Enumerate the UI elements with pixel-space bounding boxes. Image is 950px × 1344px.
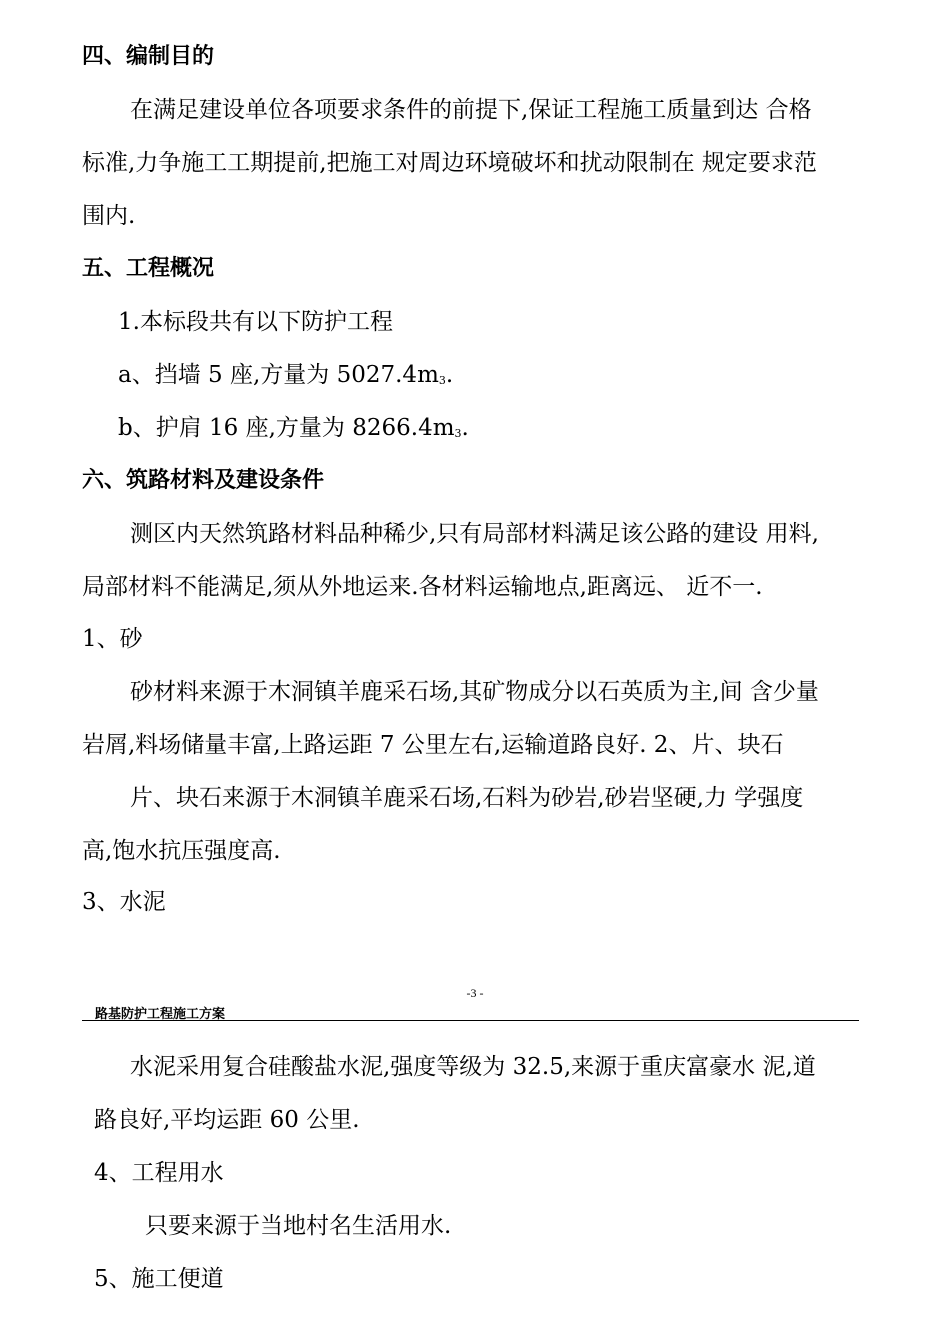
paragraph-line: 在满足建设单位各项要求条件的前提下,保证工程施工质量到达 合格 [130, 97, 812, 123]
paragraph-line: 高,饱水抗压强度高. [82, 838, 281, 864]
list-item-a-text: a、挡墙 5 座,方量为 5027.4m [118, 362, 439, 388]
paragraph-line: 局部材料不能满足,须从外地运来.各材料运输地点,距离远、 近不一. [82, 574, 763, 600]
list-item-b-end: . [461, 415, 469, 441]
section-heading-overview: 五、工程概况 [82, 256, 215, 281]
list-item-b [118, 413, 469, 449]
paragraph-line: 路良好,平均运距 60 公里. [94, 1107, 360, 1133]
subsection-heading: 1、砂 [82, 626, 143, 652]
list-item: 1.本标段共有以下防护工程 [118, 309, 393, 335]
subsection-heading: 3、水泥 [82, 889, 166, 915]
paragraph-line: 砂材料来源于木洞镇羊鹿采石场,其矿物成分以石英质为主,间 含少量 [130, 679, 819, 705]
list-item-a-end: . [445, 362, 454, 388]
paragraph-line: 只要来源于当地村名生活用水. [145, 1213, 452, 1239]
paragraph-line: 片、块石来源于木洞镇羊鹿采石场,石料为砂岩,砂岩坚硬,力 学强度 [130, 785, 804, 811]
list-item-a [118, 360, 453, 396]
section-heading-materials: 六、筑路材料及建设条件 [82, 468, 325, 493]
subsection-heading: 5、施工便道 [94, 1266, 224, 1292]
paragraph-line: 标准,力争施工工期提前,把施工对周边环境破坏和扰动限制在 规定要求范 [82, 150, 817, 176]
header-divider [82, 1020, 859, 1021]
paragraph-line: 水泥采用复合硅酸盐水泥,强度等级为 32.5,来源于重庆富豪水 泥,道 [130, 1054, 816, 1080]
paragraph-line: 围内. [82, 203, 136, 229]
list-item-b-text: b、护肩 16 座,方量为 8266.4m [118, 415, 455, 441]
section-heading-purpose: 四、编制目的 [82, 44, 215, 69]
paragraph-line: 岩屑,料场储量丰富,上路运距 7 公里左右,运输道路良好. 2、片、块石 [82, 732, 784, 758]
running-header: 路基防护工程施工方案 [95, 1007, 226, 1022]
unit-superscript: 3 [438, 374, 446, 387]
unit-superscript: 3 [454, 427, 462, 440]
paragraph-line: 测区内天然筑路材料品种稀少,只有局部材料满足该公路的建设 用料, [130, 521, 819, 547]
subsection-heading: 4、工程用水 [94, 1160, 224, 1186]
page-number: -3 - [466, 986, 484, 1000]
